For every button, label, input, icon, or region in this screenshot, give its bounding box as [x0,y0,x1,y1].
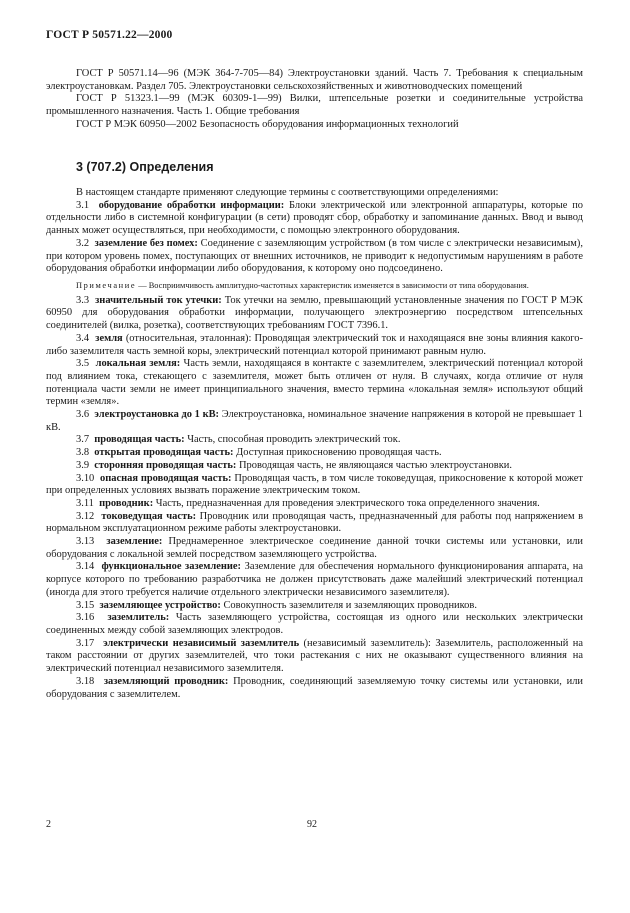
definition-term: открытая проводящая часть: [94,447,234,459]
definition-item [46,238,583,276]
definition-text: Проводящая часть, в том числе токоведущая, прикосновение к которой может при определенных условиях вызвать поражение электрическим током. [46,472,583,497]
definition-number: 3.7 [76,434,90,446]
definition-term: оборудование обработки информации: [98,199,285,211]
definition-item [46,638,583,676]
definition-number: 3.2 [76,237,90,249]
definition-text: (относительная, эталонная): Проводящая электрический ток и находящаяся вне зоны влияния какого-либо заземлителя часть земной коры, электрический потенциал которой принимают равным нулю. [46,332,583,357]
definition-number: 3.15 [76,599,95,611]
definition-term: токоведущая часть: [101,510,197,522]
reference-item: ГОСТ Р 51323.1—99 (МЭК 60309-1—99) Вилки, штепсельные розетки и соединительные устройства промышленного назначения. Часть 1. Общие требования [46,93,583,118]
page-number-center: 92 [307,819,317,830]
definition-item [46,536,583,561]
definition-item [46,447,583,460]
definition-text: Электроустановка, номинальное значение напряжения в которой не превышает 1 кВ. [46,409,584,433]
definition-item [46,200,583,238]
definition-text: Проводник или проводящая часть, предназначенный для работы под напряжением в нормальном эксплуатационном режиме работы электроустановки. [46,510,584,535]
definition-text: (независимый заземлитель): Заземлитель, расположенный на таком расстоянии от других заземлителей, что токи растекания с них не оказывают существенного влияния на электрический потенциал независимого заземлителя. [46,637,584,675]
definition-item [46,434,583,447]
definition-item [46,473,583,498]
definition-text: Проводник, соединяющий заземляемую точку системы или установки, или оборудования с заземлителем. [46,675,583,700]
section-title: 3 (707.2) Определения [76,160,214,174]
definition-item [46,358,583,409]
note-label: Примечание [76,280,137,290]
definition-term: локальная земля: [95,358,181,370]
definition-term: значительный ток утечки: [95,294,222,306]
definition-item [46,333,583,358]
definition-number: 3.13 [76,536,95,548]
definition-number: 3.11 [76,497,94,509]
definition-number: 3.1 [76,199,90,211]
definition-item [46,460,583,473]
definition-text: Соединение с заземляющим устройством (в том числе с электрически независимым), при котором уровень помех, поступающих от внешних источников, не приводит к недопустимым нарушениям в работе оборудования обработки информации либо оборудования, к которому оно подсоединено. [46,237,584,275]
references-list [46,68,583,132]
definition-term: электрически независимый заземлитель [103,637,300,649]
definition-number: 3.18 [76,675,95,687]
definition-text: Блоки электрической или электронной аппаратуры, которые по отдельности либо в системной конфигурации (в сети) проводят сбор, обработку и запоминание данных. Ввод и вывод данных может осуществляться, при необходимости, с помощью электронного оборудования. [46,199,584,237]
definition-item [46,600,583,613]
reference-item: ГОСТ Р МЭК 60950—2002 Безопасность оборудования информационных технологий [76,118,459,130]
definition-item [46,676,583,701]
document-header: ГОСТ Р 50571.22—2000 [46,29,173,41]
definition-term: проводящая часть: [94,434,185,446]
definition-item [46,612,583,637]
definition-number: 3.4 [76,332,90,344]
page-number-left: 2 [46,819,51,830]
definition-text: Часть, предназначенная для проведения электрического тока определенного значения. [153,497,540,509]
definition-item [46,409,583,434]
definition-text: Ток утечки на землю, превышающий установленные значения по ГОСТ Р МЭК 60950 для оборудования обработки информации, получающего электроэнергию посредством штепсельных соединителей (вилка, розетка), соответствующих требованиям ГОСТ 7396.1. [46,294,583,332]
definition-term: электроустановка до 1 кВ: [94,409,220,421]
definition-text: Часть земли, находящаяся в контакте с заземлителем, электрический потенциал которой под влиянием тока, стекающего с заземлителя, может быть отличен от нуля. В случаях, когда отличие от нуля потенциала части земли не имеет принципиального значения, вместо термина «локальная земля» используют общий термин «земля». [46,358,583,408]
reference-item: ГОСТ Р 50571.14—96 (МЭК 364-7-705—84) Электроустановки зданий. Часть 7. Требования к специальным электроустановкам. Раздел 705. Электроустановки сельскохозяйственных и животноводческих помещений [46,68,583,92]
definition-term: заземляющий проводник: [103,675,229,687]
definition-text: Часть заземляющего устройства, состоящая из одного или нескольких электрически соединенных между собой заземляющих электродов. [46,612,583,636]
definition-text: Часть, способная проводить электрический ток. [184,434,401,446]
definition-number: 3.6 [76,409,90,421]
definition-term: земля [95,332,123,344]
definition-number: 3.3 [76,294,90,306]
definitions-body [46,187,583,701]
definition-term: заземление без помех: [94,237,198,249]
definition-text: Совокупность заземлителя и заземляющих проводников. [220,599,477,611]
definition-item [46,295,583,333]
definition-item [46,498,583,511]
definition-term: заземление: [106,536,163,548]
definition-item [46,561,583,599]
definition-number: 3.5 [76,358,90,370]
definition-term: заземлитель: [107,612,170,624]
definition-term: сторонняя проводящая часть: [94,459,237,471]
intro-paragraph: В настоящем стандарте применяют следующие термины с соответствующими определениями: [76,187,499,198]
definition-number: 3.9 [76,459,90,471]
note-text: — Восприимчивость амплитудно-частотных характеристик изменяется в зависимости от типа оборудования. [136,280,529,290]
definition-number: 3.10 [76,472,95,484]
definition-text: Преднамеренное электрическое соединение данной точки системы или установки, или оборудования с локальной землей посредством заземляющего устройства. [46,536,583,560]
definition-number: 3.14 [76,561,95,573]
definition-text: Доступная прикосновению проводящая часть. [233,447,442,459]
definition-number: 3.16 [76,612,95,624]
definition-number: 3.12 [76,510,95,522]
definition-term: проводник: [99,497,154,509]
note [46,280,583,292]
definition-item [46,511,583,536]
definition-term: заземляющее устройство: [99,599,221,611]
definition-number: 3.8 [76,447,90,459]
definition-term: опасная проводящая часть: [100,472,232,484]
definition-number: 3.17 [76,637,95,649]
definition-text: Проводящая часть, не являющаяся частью электроустановки. [236,459,512,471]
definition-term: функциональное заземление: [101,561,242,573]
definition-text: Заземление для обеспечения нормального функционирования аппарата, на корпусе которого по требованию разработчика не должен присутствовать даже малейший электрический потенциал (иногда для этого требуется наличие отдельного электрически независимого заземлителя). [46,561,584,598]
